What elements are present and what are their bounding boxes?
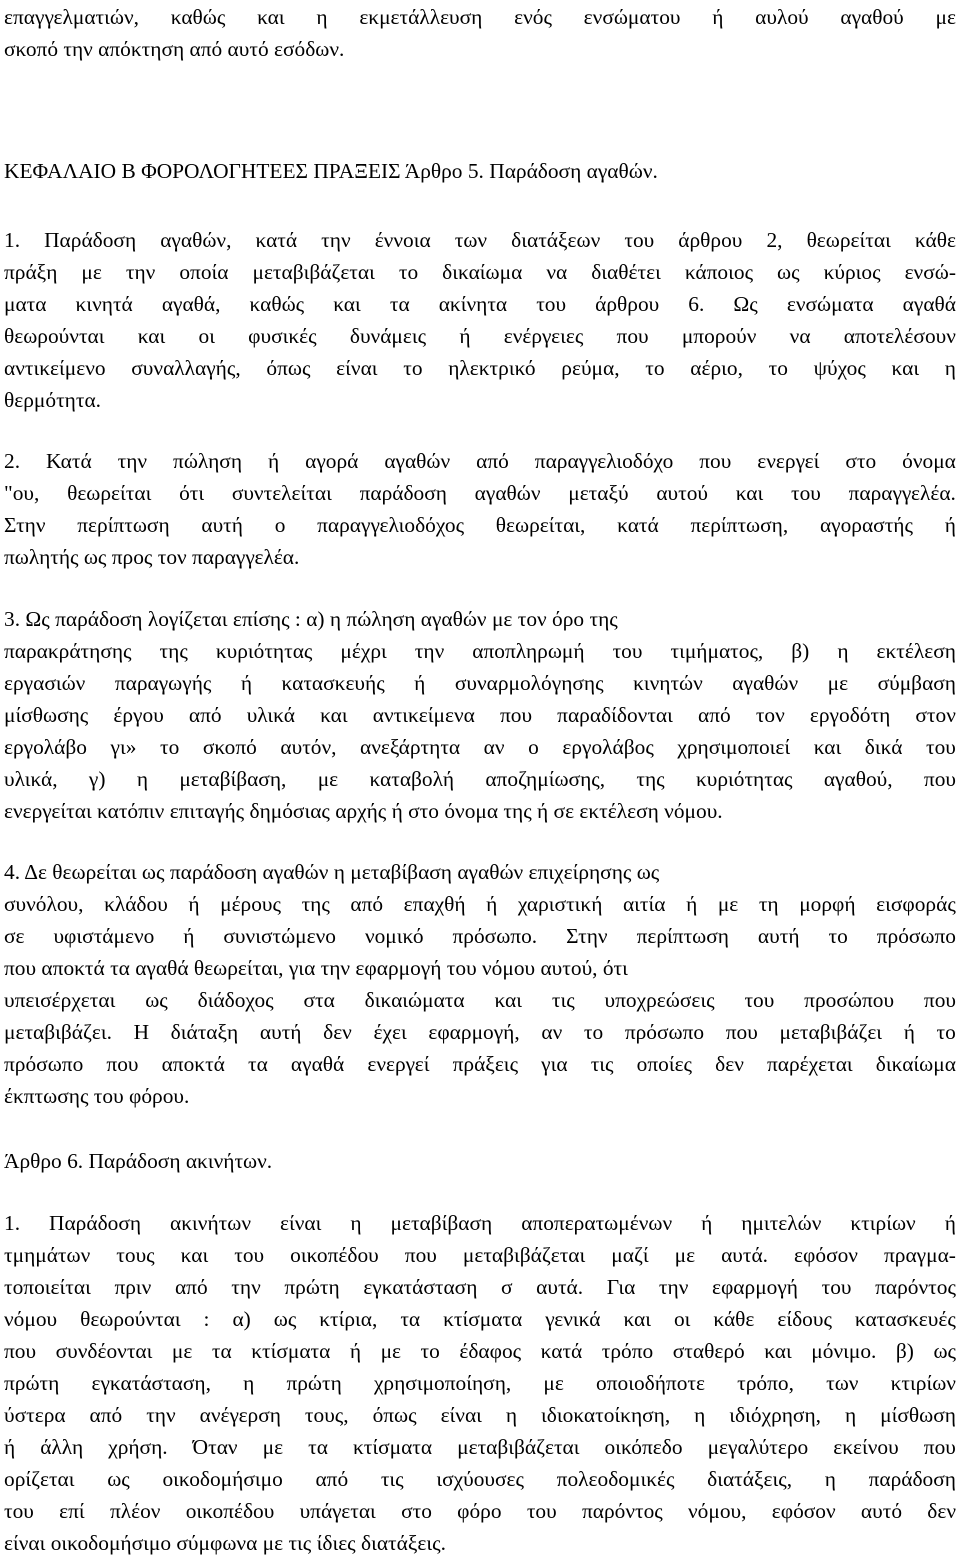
text-line: ή άλλη χρήση. Όταν με τα κτίσματα μεταβιβάζεται οικόπεδο μεγαλύτερο εκείνου που: [4, 1435, 956, 1459]
text-line: εργολάβο γι» το σκοπό αυτόν, ανεξάρτητα αν ο εργολάβος χρησιμοποιεί και δικά του: [4, 735, 956, 759]
text-line: υλικά, γ) η μεταβίβαση, με καταβολή αποζημίωσης, της κυριότητας αγαθού, που: [4, 767, 956, 791]
text-line: νόμου θεωρούνται : α) ως κτίρια, τα κτίσματα γενικά και οι κάθε είδους κατασκευές: [4, 1307, 956, 1331]
text-line: 1. Παράδοση ακινήτων είναι η μεταβίβαση αποπερατωμένων ή ημιτελών κτιρίων ή: [4, 1211, 956, 1235]
text-line: μίσθωσης έργου από υλικά και αντικείμενα που παραδίδονται από τον εργοδότη στον: [4, 703, 956, 727]
text-line: παρακράτησης της κυριότητας μέχρι την αποπληρωμή του τιμήματος, β) η εκτέλεση: [4, 639, 956, 663]
text-line: πρόσωπο που αποκτά τα αγαθά ενεργεί πράξεις για τις οποίες δεν παρέχεται δικαίωμα: [4, 1052, 956, 1076]
text-line: "ου, θεωρείται ότι συντελείται παράδοση αγαθών μεταξύ αυτού και του παραγγελέα.: [4, 481, 956, 505]
text-line: ενεργείται κατόπιν επιταγής δημόσιας αρχής ή στο όνομα της ή σε εκτέλεση νόμου.: [4, 799, 723, 823]
text-line: εργασιών παραγωγής ή κατασκευής ή συναρμολόγησης κινητών αγαθών με σύμβαση: [4, 671, 956, 695]
text-line: θερμότητα.: [4, 388, 101, 412]
text-line: 3. Ως παράδοση λογίζεται επίσης : α) η πώληση αγαθών με τον όρο της: [4, 607, 618, 631]
text-line: του επί πλέον οικοπέδου υπάγεται στο φόρο του παρόντος νόμου, εφόσον αυτό δεν: [4, 1499, 956, 1523]
text-line: αντικείμενο συναλλαγής, όπως είναι το ηλεκτρικό ρεύμα, το αέριο, το ψύχος και η: [4, 356, 956, 380]
text-line: 2. Κατά την πώληση ή αγορά αγαθών από παραγγελιοδόχο που ενεργεί στο όνομα: [4, 449, 956, 473]
text-line: που αποκτά τα αγαθά θεωρείται, για την εφαρμογή του νόμου αυτού, ότι: [4, 956, 628, 980]
text-line: έκπτωσης του φόρου.: [4, 1084, 190, 1108]
text-line: είναι οικοδομήσιμο σύμφωνα με τις ίδιες διατάξεις.: [4, 1531, 446, 1555]
text-line: υπεισέρχεται ως διάδοχος στα δικαιώματα και τις υποχρεώσεις του προσώπου που: [4, 988, 956, 1012]
text-line: ύστερα από την ανέγερση τους, όπως είναι η ιδιοκατοίκηση, η ιδιόχρηση, η μίσθωση: [4, 1403, 956, 1427]
text-line: σε υφιστάμενο ή συνιστώμενο νομικό πρόσωπο. Στην περίπτωση αυτή το πρόσωπο: [4, 924, 956, 948]
text-line: συνόλου, κλάδου ή μέρους της από επαχθή ή χαριστική αιτία ή με τη μορφή εισφοράς: [4, 892, 956, 916]
text-line: 4. Δε θεωρείται ως παράδοση αγαθών η μεταβίβαση αγαθών επιχείρησης ως: [4, 860, 660, 884]
text-line: θεωρούνται και οι φυσικές δυνάμεις ή ενέργειες που μπορούν να αποτελέσουν: [4, 324, 956, 348]
text-line: μεταβιβάζει. Η διάταξη αυτή δεν έχει εφαρμογή, αν το πρόσωπο που μεταβιβάζει ή το: [4, 1020, 956, 1044]
text-line: τοποιείται πριν από την πρώτη εγκατάσταση σ αυτά. Για την εφαρμογή του παρόντος: [4, 1275, 956, 1299]
text-line: πράξη με την οποία μεταβιβάζεται το δικαίωμα να διαθέτει κάποιος ως κύριος ενσώ-: [4, 260, 956, 284]
article-heading: Άρθρο 6. Παράδοση ακινήτων.: [4, 1149, 273, 1173]
text-line: τμημάτων τους και του οικοπέδου που μεταβιβάζεται μαζί με αυτά. εφόσον πραγμα-: [4, 1243, 956, 1267]
text-line: πρώτη εγκατάσταση, η πρώτη χρησιμοποίηση, με οποιοδήποτε τρόπο, των κτιρίων: [4, 1371, 956, 1395]
text-line: σκοπό την απόκτηση από αυτό εσόδων.: [4, 37, 345, 61]
text-line: πωλητής ως προς τον παραγγελέα.: [4, 545, 300, 569]
text-line: ορίζεται ως οικοδομήσιμο από τις ισχύουσες πολεοδομικές διατάξεις, η παράδοση: [4, 1467, 956, 1491]
text-line: Στην περίπτωση αυτή ο παραγγελιοδόχος θεωρείται, κατά περίπτωση, αγοραστής ή: [4, 513, 956, 537]
text-line: ματα κινητά αγαθά, καθώς και τα ακίνητα του άρθρου 6. Ως ενσώματα αγαθά: [4, 292, 956, 316]
text-line: 1. Παράδοση αγαθών, κατά την έννοια των διατάξεων του άρθρου 2, θεωρείται κάθε: [4, 228, 956, 252]
text-line: επαγγελματιών, καθώς και η εκμετάλλευση ενός ενσώματου ή αυλού αγαθού με: [4, 5, 956, 29]
chapter-heading: ΚΕΦΑΛΑΙΟ Β ΦΟΡΟΛΟΓΗΤΕΕΣ ΠΡΑΞΕΙΣ Άρθρο 5. Παράδοση αγαθών.: [4, 159, 658, 183]
text-line: που συνδέονται με τα κτίσματα ή με το έδαφος κατά τρόπο σταθερό και μόνιμο. β) ως: [4, 1339, 956, 1363]
